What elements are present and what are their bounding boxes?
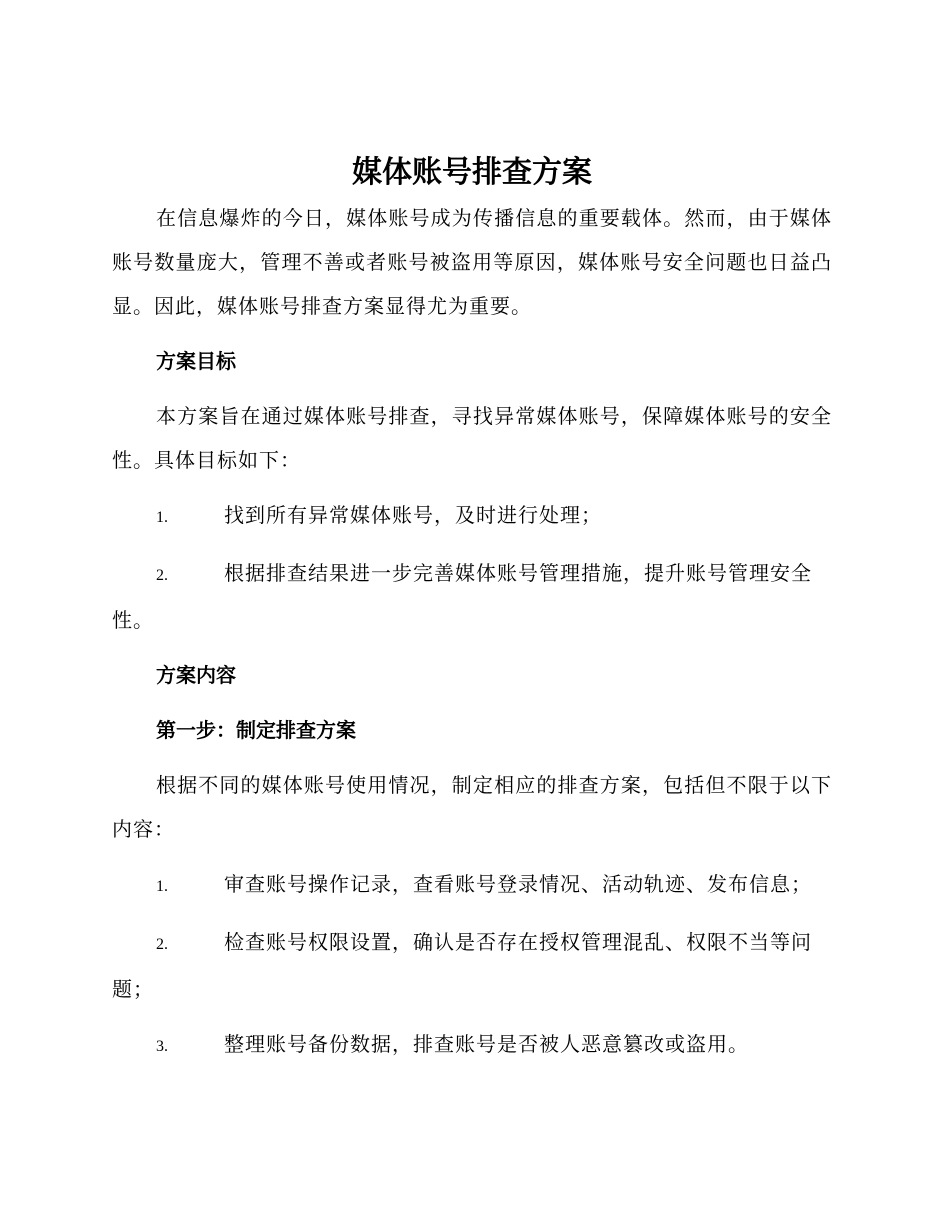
content-heading: 方案内容	[156, 663, 236, 687]
list-number: 3.	[156, 1038, 168, 1055]
list-text: 检查账号权限设置，确认是否存在授权管理混乱、权限不当等问题；	[112, 930, 812, 1001]
step1-list-item	[112, 862, 832, 909]
list-text: 根据排查结果进一步完善媒体账号管理措施，提升账号管理安全性。	[112, 561, 812, 632]
document-page	[112, 150, 832, 1069]
step1-list-item	[112, 920, 832, 1011]
step1-paragraph: 根据不同的媒体账号使用情况，制定相应的排查方案，包括但不限于以下内容：	[112, 773, 832, 841]
list-number: 1.	[156, 878, 168, 895]
goal-heading: 方案目标	[156, 349, 236, 373]
list-text: 找到所有异常媒体账号，及时进行处理；	[224, 503, 602, 527]
list-number: 2.	[156, 567, 168, 584]
step1-heading: 第一步：制定排查方案	[156, 718, 356, 742]
list-number: 2.	[156, 936, 168, 953]
goal-list-item	[112, 551, 832, 642]
step1-list-item	[112, 1022, 832, 1069]
list-text: 审查账号操作记录，查看账号登录情况、活动轨迹、发布信息；	[224, 872, 812, 896]
goal-list-item	[112, 493, 832, 540]
document-title: 媒体账号排查方案	[352, 155, 592, 190]
list-text: 整理账号备份数据，排查账号是否被人恶意篡改或盗用。	[224, 1032, 749, 1056]
goal-paragraph: 本方案旨在通过媒体账号排查，寻找异常媒体账号，保障媒体账号的安全性。具体目标如下：	[112, 404, 832, 472]
list-number: 1.	[156, 509, 168, 526]
intro-paragraph: 在信息爆炸的今日，媒体账号成为传播信息的重要载体。然而，由于媒体账号数量庞大，管理不善或者账号被盗用等原因，媒体账号安全问题也日益凸显。因此，媒体账号排查方案显得尤为重要。	[112, 206, 832, 318]
